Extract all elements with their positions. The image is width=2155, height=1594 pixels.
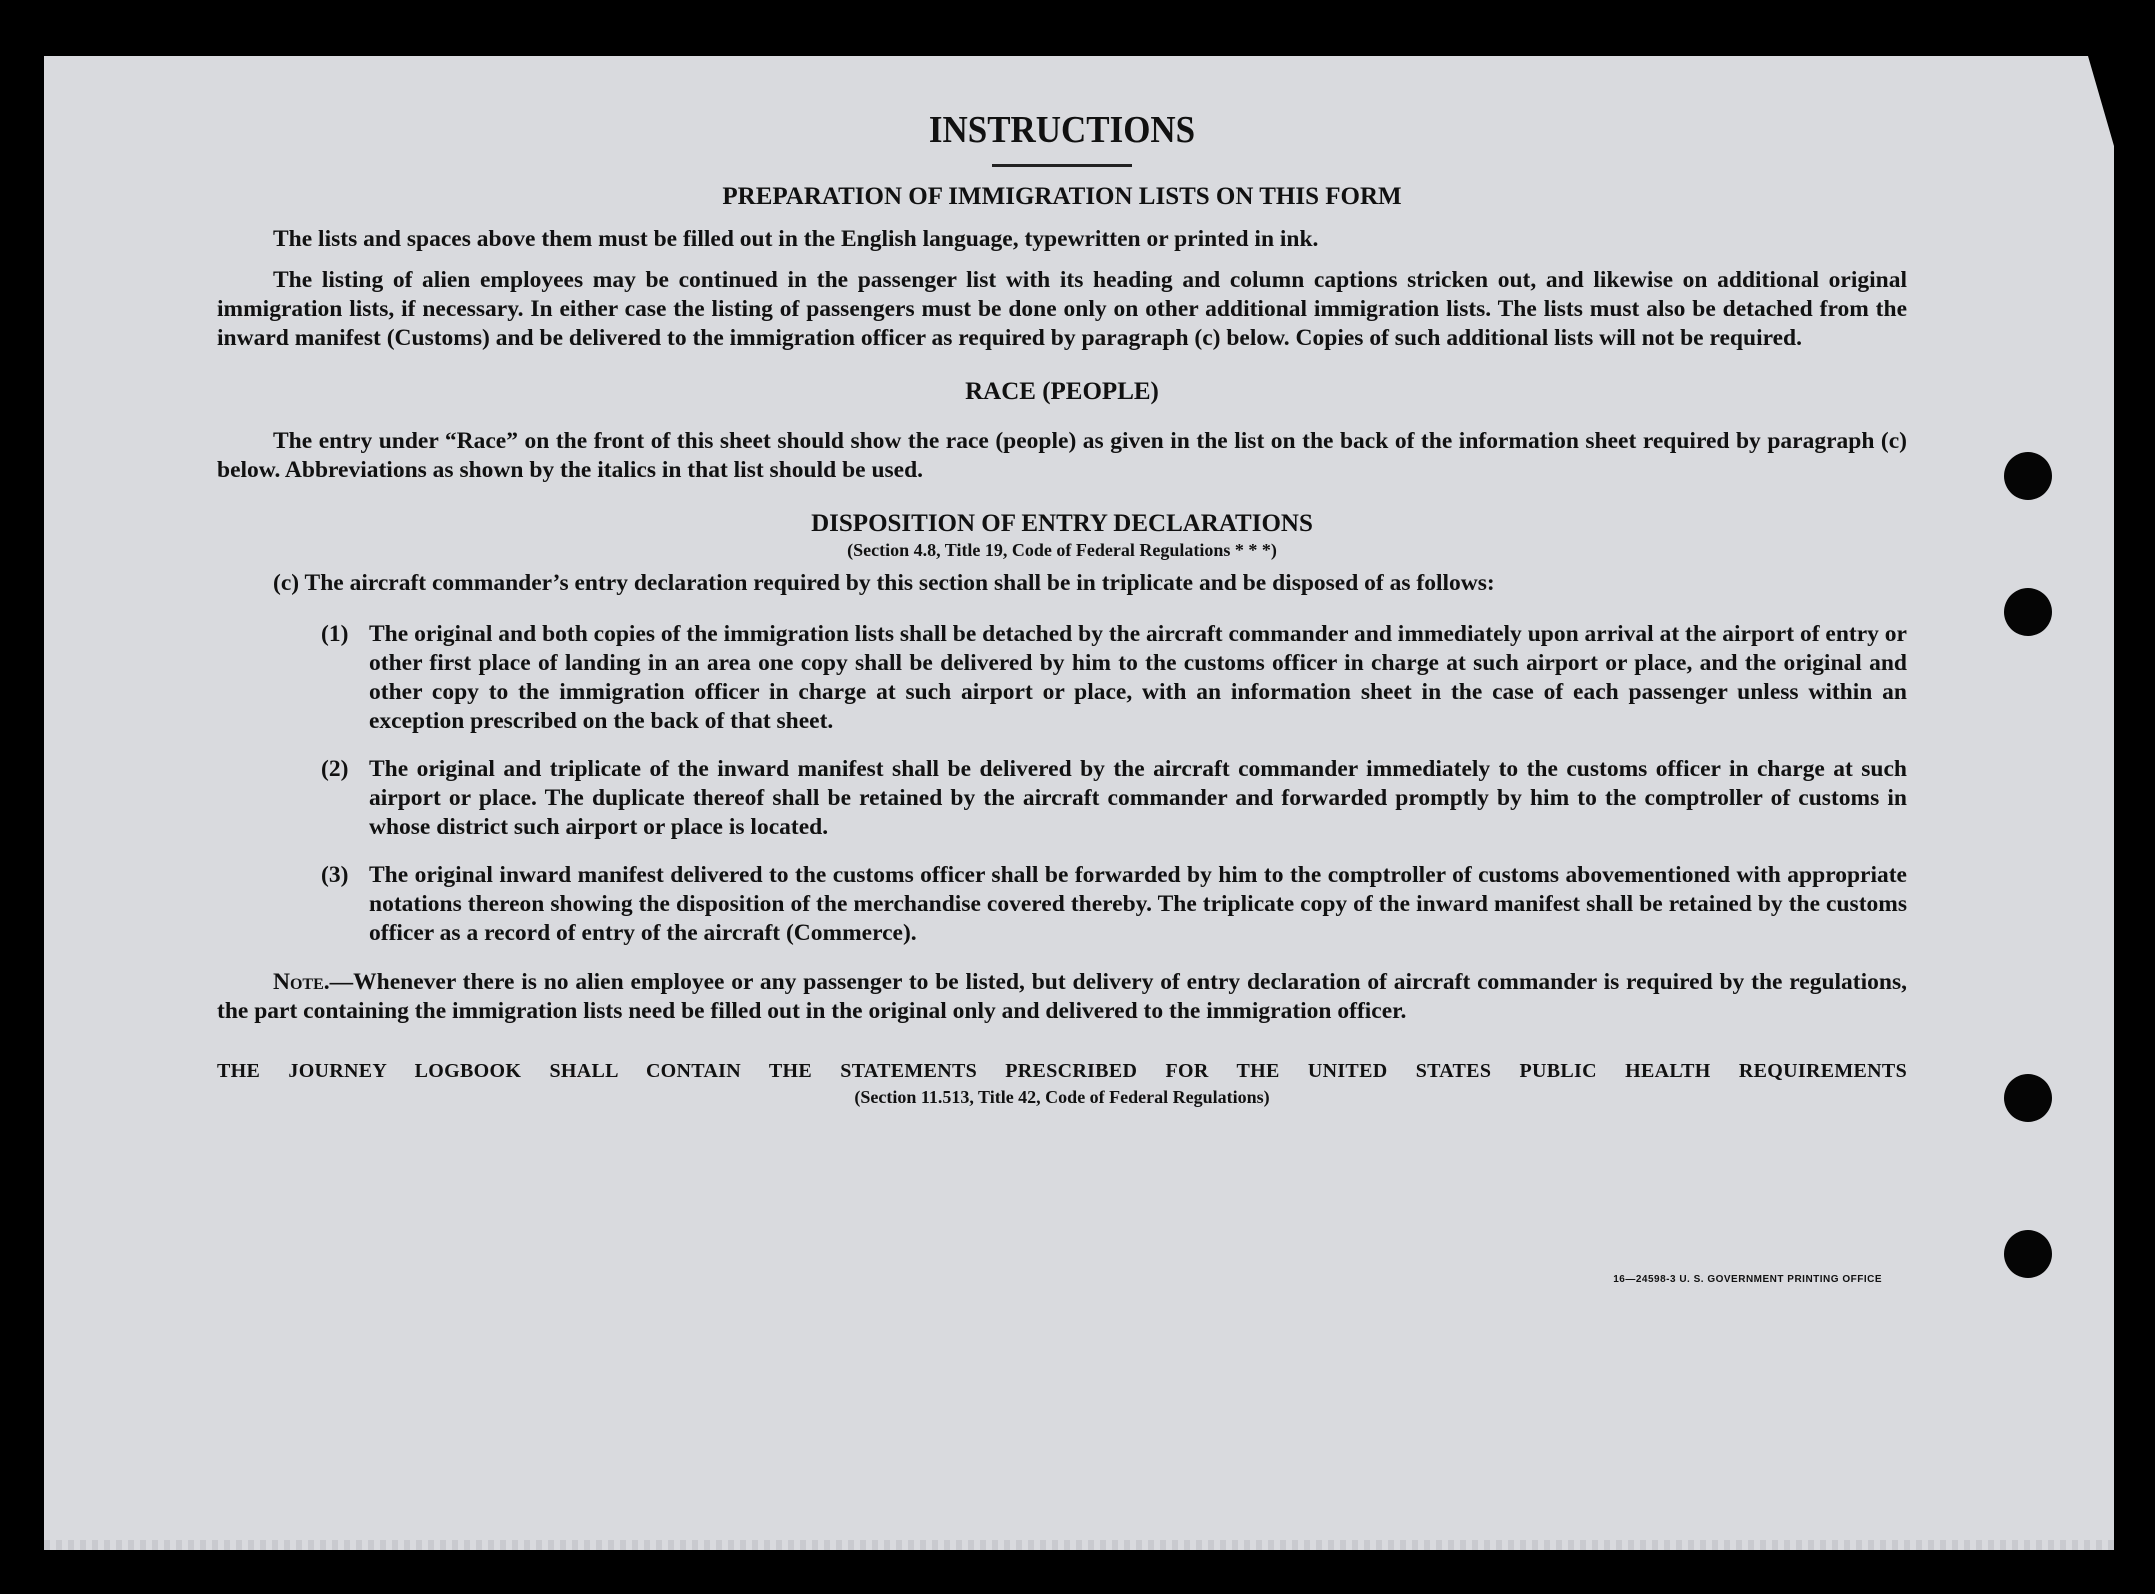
list-item-number: (1) (321, 621, 349, 647)
title-rule (992, 164, 1132, 167)
list-item-text: The original inward manifest delivered to the customs officer shall be forwarded by him to the comptroller of customs abovementioned with appropriate notations thereon showing the disposition of the merchandise covered thereby. The triplicate copy of the inward manifest shall be retained by the customs officer as a record of entry of the aircraft (Commerce). (369, 862, 1907, 946)
race-para: The entry under “Race” on the front of this sheet should show the race (people) as given in the list on the back of the information sheet required by paragraph (c) below. Abbreviations as shown by the italics in that list should be used. (217, 428, 1907, 483)
note-label: Note. (273, 969, 330, 995)
paragraph-c: (c) The aircraft commander’s entry declaration required by this section shall be in triplicate and be disposed of as follows: (273, 570, 1495, 596)
disposition-citation: (Section 4.8, Title 19, Code of Federal Regulations * * *) (847, 540, 1277, 560)
document-page (44, 56, 2114, 1550)
printing-office-code: 16—24598-3 U. S. GOVERNMENT PRINTING OFFICE (1613, 1274, 1882, 1285)
disposition-heading: DISPOSITION OF ENTRY DECLARATIONS (811, 510, 1313, 537)
race-heading: RACE (PEOPLE) (965, 378, 1159, 405)
list-item (321, 861, 1907, 948)
list-item-text: The original and both copies of the immigration lists shall be detached by the aircraft commander and immediately upon arrival at the airport of entry or other first place of landing in an area one copy shall be delivered by him to the customs officer in charge at such airport or place, and the original and other copy to the immigration officer in charge at such airport or place, with an information sheet in the case of each passenger unless within an exception prescribed on the back of that sheet. (369, 621, 1907, 734)
preparation-para-1: The lists and spaces above them must be filled out in the English language, typewritten or printed in ink. (273, 226, 1319, 252)
health-requirements-citation: (Section 11.513, Title 42, Code of Federal Regulations) (854, 1087, 1270, 1107)
perforated-edge (44, 1540, 2114, 1550)
preparation-para-2: The listing of alien employees may be continued in the passenger list with its heading and column captions stricken out, and likewise on additional original immigration lists, if necessary. In either case the listing of passengers must be done only on other additional immigration lists. The lists must also be detached from the inward manifest (Customs) and be delivered to the immigration officer as required by paragraph (c) below. Copies of such additional lists will not be required. (217, 267, 1907, 351)
list-item (321, 755, 1907, 842)
list-item-text: The original and triplicate of the inward manifest shall be delivered by the aircraft commander immediately to the customs officer in charge at such airport or place. The duplicate thereof shall be retained by the aircraft commander and forwarded promptly by him to the comptroller of customs in whose district such airport or place is located. (369, 756, 1907, 840)
punch-hole (2004, 452, 2052, 500)
page-title: INSTRUCTIONS (928, 109, 1196, 151)
punch-hole (2004, 1230, 2052, 1278)
preparation-heading: PREPARATION OF IMMIGRATION LISTS ON THIS FORM (722, 183, 1402, 210)
note-text: —Whenever there is no alien employee or any passenger to be listed, but delivery of entry declaration of aircraft commander is required by the regulations, the part containing the immigration lists need be filled out in the original only and delivered to the immigration officer. (217, 969, 1907, 1024)
health-requirements-statement: THE JOURNEY LOGBOOK SHALL CONTAIN THE STATEMENTS PRESCRIBED FOR THE UNITED STATES PUBLIC HEALTH REQUIREMENTS (217, 1060, 1907, 1082)
punch-hole (2004, 588, 2052, 636)
punch-hole (2004, 1074, 2052, 1122)
instructions-content (217, 108, 1907, 1108)
list-item-number: (2) (321, 756, 349, 782)
list-item-number: (3) (321, 862, 349, 888)
torn-corner (2088, 56, 2114, 146)
list-item (321, 620, 1907, 736)
note-paragraph (217, 968, 1907, 1026)
